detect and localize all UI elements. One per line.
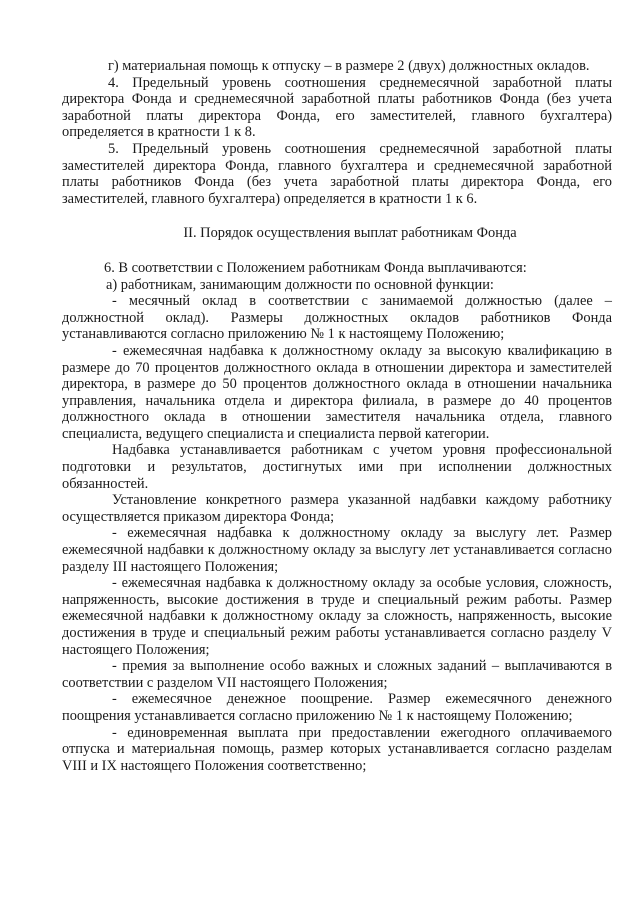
list-item-qualification-bonus: - ежемесячная надбавка к должностному окладу за высокую квалификацию в размере до 70 процентов должностного оклада в отношении директора и заместителей директора, в размере до 50 процентов должностного оклада в отношении начальника управления, начальника отдела и директора филиала, в размере до 40 процентов должностного оклада в отношении заместителя начальника отдела, главного специалиста, ведущего специалиста и специалиста первой категории. xyxy=(62,342,612,442)
section-heading: II. Порядок осуществления выплат работникам Фонда xyxy=(183,225,517,242)
paragraph-6a: а) работникам, занимающим должности по основной функции: xyxy=(106,276,494,293)
paragraph-bonus-order: Установление конкретного размера указанной надбавки каждому работнику осуществляется приказом директора Фонда; xyxy=(62,492,612,525)
list-item-special-conditions-bonus: - ежемесячная надбавка к должностному окладу за особые условия, сложность, напряженность, высокие достижения в труде и специальный режим работы. Размер ежемесячной надбавки к должностному окладу за сложность, напряженность, высокие достижения в труде и специальный режим работы устанавливается согласно разделу V настоящего Положения; xyxy=(62,575,612,658)
list-item-seniority-bonus: - ежемесячная надбавка к должностному окладу за выслугу лет. Размер ежемесячной надбавки к должностному окладу за выслугу лет устанавливается согласно разделу III настоящего Положения; xyxy=(62,525,612,575)
document-page xyxy=(62,58,612,774)
list-item-important-tasks-bonus: - премия за выполнение особо важных и сложных заданий – выплачиваются в соответствии с разделом VII настоящего Положения; xyxy=(62,658,612,691)
paragraph-3g: г) материальная помощь к отпуску – в размере 2 (двух) должностных окладов. xyxy=(108,58,590,74)
list-item-vacation-payment: - единовременная выплата при предоставлении ежегодного оплачиваемого отпуска и материальная помощь, размер которых устанавливается согласно разделам VIII и IX настоящего Положения соответственно; xyxy=(62,724,612,774)
paragraph-5: 5. Предельный уровень соотношения среднемесячной заработной платы заместителей директора Фонда, главного бухгалтера и среднемесячной заработной платы работников Фонда (без учета заработной платы директора Фонда, его заместителей, главного бухгалтера) определяется в кратности 1 к 6. xyxy=(62,140,612,207)
paragraph-bonus-conditions: Надбавка устанавливается работникам с учетом уровня профессиональной подготовки и результатов, достигнутых ими при исполнении должностных обязанностей. xyxy=(62,442,612,492)
paragraph-4: 4. Предельный уровень соотношения среднемесячной заработной платы директора Фонда и среднемесячной заработной платы работников Фонда (без учета заработной платы директора Фонда, его заместителей, главного бухгалтера) определяется в кратности 1 к 8. xyxy=(62,74,612,141)
list-item-monthly-incentive: - ежемесячное денежное поощрение. Размер ежемесячного денежного поощрения устанавливается согласно приложению № 1 к настоящему Положению; xyxy=(62,691,612,724)
paragraph-6: 6. В соответствии с Положением работникам Фонда выплачиваются: xyxy=(104,259,527,276)
list-item-monthly-salary: - месячный оклад в соответствии с занимаемой должностью (далее – должностной оклад). Размеры должностных окладов работников Фонда устанавливаются согласно приложению № 1 к настоящему Положению; xyxy=(62,293,612,343)
